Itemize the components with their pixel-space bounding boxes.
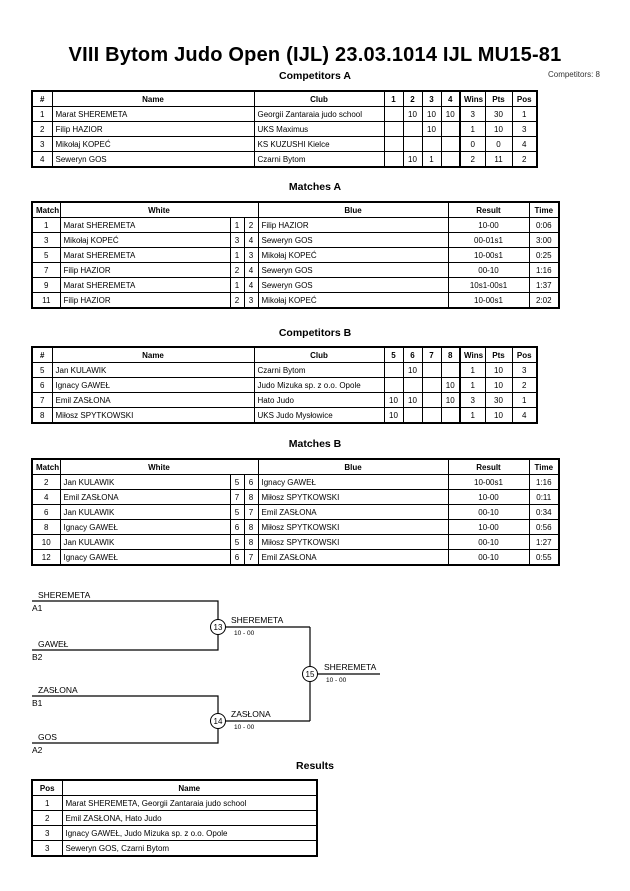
table-cell: 7 — [244, 550, 258, 566]
table-cell: 5 — [32, 248, 60, 263]
sf1-winner-name: SHEREMETA — [231, 615, 284, 625]
table-cell: 00-10 — [448, 505, 529, 520]
table-cell: 1 — [512, 393, 537, 408]
table-cell: Marat SHEREMETA, Georgii Zantaraia judo school — [62, 796, 317, 811]
table-cell: 8 — [32, 408, 52, 424]
table-row — [32, 233, 559, 248]
column-header: Blue — [258, 459, 448, 475]
table-row — [32, 811, 317, 826]
table-cell: Ignacy GAWEŁ, Judo Mizuka sp. z o.o. Opole — [62, 826, 317, 841]
table-cell: Emil ZASŁONA — [52, 393, 254, 408]
table-header-row — [32, 459, 559, 475]
table-cell: 3 — [244, 248, 258, 263]
table-cell: 2 — [512, 152, 537, 168]
table-cell — [422, 393, 441, 408]
results-heading: Results — [296, 760, 334, 772]
table-cell: KS KUZUSHI Kielce — [254, 137, 384, 152]
table-cell: 6 — [230, 550, 244, 566]
table-cell — [422, 137, 441, 152]
table-cell: Filip HAZIOR — [60, 293, 230, 309]
table-row — [32, 475, 559, 490]
page-title: VIII Bytom Judo Open (IJL) 23.03.1014 IJL MU15-81 — [68, 44, 562, 66]
table-cell: Emil ZASŁONA — [258, 550, 448, 566]
table-cell: 1 — [460, 378, 485, 393]
table-header-row — [32, 91, 537, 107]
table-cell: Filip HAZIOR — [60, 263, 230, 278]
table-cell: 1 — [422, 152, 441, 168]
table-cell: 7 — [230, 490, 244, 505]
table-cell: 8 — [244, 535, 258, 550]
table-cell: 2:02 — [529, 293, 559, 309]
table-cell: 3 — [512, 363, 537, 378]
table-row — [32, 363, 537, 378]
table-cell: 1 — [460, 408, 485, 424]
table-cell: 10 — [441, 393, 460, 408]
table-cell: Filip HAZIOR — [258, 218, 448, 233]
table-cell: 0 — [460, 137, 485, 152]
table-cell: 2 — [230, 293, 244, 309]
column-header: Result — [448, 202, 529, 218]
sf2-top-seed: B1 — [32, 698, 43, 708]
table-cell: 3 — [460, 107, 485, 122]
table-cell: 10 — [403, 393, 422, 408]
table-cell: 9 — [32, 278, 60, 293]
table-cell — [403, 122, 422, 137]
table-cell — [422, 408, 441, 424]
table-cell: 6 — [244, 475, 258, 490]
table-cell: Marat SHEREMETA — [52, 107, 254, 122]
table-cell: 1 — [230, 278, 244, 293]
table-row — [32, 826, 317, 841]
column-header: 5 — [384, 347, 403, 363]
table-cell: 2 — [32, 811, 62, 826]
table-cell: 3 — [512, 122, 537, 137]
table-cell: 1:37 — [529, 278, 559, 293]
column-header: White — [60, 459, 258, 475]
table-cell: Seweryn GOS — [258, 263, 448, 278]
table-cell: 5 — [230, 475, 244, 490]
sf2-bracket-line — [32, 696, 218, 743]
table-cell: 10 — [32, 535, 60, 550]
table-row — [32, 796, 317, 811]
table-cell: 10 — [485, 408, 512, 424]
table-cell: Jan KULAWIK — [60, 505, 230, 520]
table-cell: Filip HAZIOR — [52, 122, 254, 137]
table-cell: 10 — [485, 122, 512, 137]
table-cell: 3:00 — [529, 233, 559, 248]
table-cell: 4 — [244, 278, 258, 293]
table-cell: Mikołaj KOPEĆ — [52, 137, 254, 152]
table-cell: Emil ZASŁONA, Hato Judo — [62, 811, 317, 826]
table-cell: 10-00s1 — [448, 475, 529, 490]
table-row — [32, 841, 317, 857]
table-cell: 00-10 — [448, 550, 529, 566]
table-cell: 10-00 — [448, 218, 529, 233]
final-winner-name: SHEREMETA — [324, 662, 377, 672]
table-cell — [422, 378, 441, 393]
table-cell: Seweryn GOS — [52, 152, 254, 168]
table-cell: 0:34 — [529, 505, 559, 520]
table-cell: 5 — [32, 363, 52, 378]
column-header: Name — [62, 780, 317, 796]
table-row — [32, 218, 559, 233]
table-cell: 10 — [441, 107, 460, 122]
table-cell — [441, 122, 460, 137]
table-cell: Mikołaj KOPEĆ — [258, 293, 448, 309]
column-header: Club — [254, 347, 384, 363]
sf1-score: 10 - 00 — [234, 630, 255, 637]
table-cell: 11 — [32, 293, 60, 309]
table-cell: Miłosz SPYTKOWSKI — [258, 535, 448, 550]
table-cell: 6 — [32, 378, 52, 393]
table-cell: 1 — [32, 107, 52, 122]
sf2-top-name: ZASŁONA — [38, 685, 78, 695]
column-header: Name — [52, 347, 254, 363]
table-row — [32, 535, 559, 550]
sf1-bottom-name: GAWEŁ — [38, 639, 69, 649]
table-cell: 0:56 — [529, 520, 559, 535]
sf2-bottom-seed: A2 — [32, 745, 43, 755]
column-header: Result — [448, 459, 529, 475]
table-cell: 1:27 — [529, 535, 559, 550]
column-header: 2 — [403, 91, 422, 107]
table-row — [32, 408, 537, 424]
table-cell: Marat SHEREMETA — [60, 218, 230, 233]
table-row — [32, 248, 559, 263]
table-cell: 0:55 — [529, 550, 559, 566]
column-header: 1 — [384, 91, 403, 107]
matches-a-table — [31, 201, 560, 309]
table-cell: Emil ZASŁONA — [60, 490, 230, 505]
table-cell: Georgii Zantaraia judo school — [254, 107, 384, 122]
table-cell: 1 — [32, 218, 60, 233]
table-cell — [403, 378, 422, 393]
table-cell: UKS Judo Mysłowice — [254, 408, 384, 424]
table-cell: 10 — [422, 107, 441, 122]
table-cell: Seweryn GOS — [258, 278, 448, 293]
competitors-a-table — [31, 90, 538, 168]
table-cell: 1 — [460, 122, 485, 137]
table-row — [32, 520, 559, 535]
table-cell: 0:11 — [529, 490, 559, 505]
table-cell: 10 — [403, 107, 422, 122]
table-cell: Miłosz SPYTKOWSKI — [258, 490, 448, 505]
table-cell: 10-00s1 — [448, 293, 529, 309]
table-cell: 4 — [32, 490, 60, 505]
table-cell: 4 — [244, 263, 258, 278]
results-table — [31, 779, 318, 857]
table-cell: Miłosz SPYTKOWSKI — [258, 520, 448, 535]
table-cell: Ignacy GAWEŁ — [60, 550, 230, 566]
column-header: White — [60, 202, 258, 218]
table-cell: 1 — [230, 248, 244, 263]
table-cell — [403, 137, 422, 152]
table-cell: 10 — [485, 378, 512, 393]
table-cell: 2 — [512, 378, 537, 393]
table-cell: 00-10 — [448, 535, 529, 550]
table-row — [32, 263, 559, 278]
table-row — [32, 107, 537, 122]
table-cell: 3 — [230, 233, 244, 248]
table-cell: 0 — [485, 137, 512, 152]
table-cell: Marat SHEREMETA — [60, 278, 230, 293]
table-cell: Jan KULAWIK — [60, 535, 230, 550]
table-cell: Ignacy GAWEŁ — [60, 520, 230, 535]
table-cell: 3 — [244, 293, 258, 309]
table-cell: 6 — [230, 520, 244, 535]
table-cell: 8 — [244, 490, 258, 505]
column-header: Pos — [512, 347, 537, 363]
table-cell: 4 — [32, 152, 52, 168]
table-row — [32, 152, 537, 168]
sf1-top-seed: A1 — [32, 603, 43, 613]
sf2-match-number: 14 — [213, 717, 223, 726]
table-cell: 6 — [32, 505, 60, 520]
table-cell: 3 — [32, 826, 62, 841]
column-header: 6 — [403, 347, 422, 363]
table-row — [32, 378, 537, 393]
table-cell: Mikołaj KOPEĆ — [258, 248, 448, 263]
matches-b-heading: Matches B — [288, 438, 342, 450]
table-cell: 10 — [403, 363, 422, 378]
table-cell: Seweryn GOS — [258, 233, 448, 248]
column-header: Pts — [485, 347, 512, 363]
table-cell: 10-00s1 — [448, 248, 529, 263]
table-cell: 5 — [230, 505, 244, 520]
table-cell: Marat SHEREMETA — [60, 248, 230, 263]
column-header: 7 — [422, 347, 441, 363]
table-row — [32, 393, 537, 408]
table-cell: Jan KULAWIK — [52, 363, 254, 378]
sf1-bottom-seed: B2 — [32, 652, 43, 662]
table-cell: 10s1-00s1 — [448, 278, 529, 293]
column-header: 8 — [441, 347, 460, 363]
table-cell: 2 — [244, 218, 258, 233]
competitors-b-table — [31, 346, 538, 424]
table-cell — [441, 152, 460, 168]
table-cell — [384, 378, 403, 393]
table-cell: 1 — [230, 218, 244, 233]
table-cell — [441, 408, 460, 424]
column-header: 3 — [422, 91, 441, 107]
table-cell: 10 — [384, 393, 403, 408]
matches-a-heading: Matches A — [288, 181, 342, 193]
competitors-count: Competitors: 8 — [547, 70, 600, 79]
table-cell: 1 — [512, 107, 537, 122]
column-header: Wins — [460, 347, 485, 363]
table-cell: 1 — [460, 363, 485, 378]
table-row — [32, 122, 537, 137]
table-cell — [422, 363, 441, 378]
table-cell — [441, 137, 460, 152]
table-cell: UKS Maximus — [254, 122, 384, 137]
table-cell: 1:16 — [529, 475, 559, 490]
column-header: Wins — [460, 91, 485, 107]
table-cell: 2 — [32, 122, 52, 137]
column-header: Pos — [512, 91, 537, 107]
table-cell — [384, 122, 403, 137]
table-cell: 1:16 — [529, 263, 559, 278]
competitors-a-heading: Competitors A — [279, 70, 351, 82]
table-cell: 00-10 — [448, 263, 529, 278]
table-cell: 7 — [32, 263, 60, 278]
table-row — [32, 505, 559, 520]
competitors-b-heading: Competitors B — [278, 327, 352, 339]
table-cell: Czarni Bytom — [254, 363, 384, 378]
sf2-winner-name: ZASŁONA — [231, 709, 271, 719]
table-cell: 10 — [441, 378, 460, 393]
table-cell: 1 — [32, 796, 62, 811]
table-header-row — [32, 202, 559, 218]
table-row — [32, 550, 559, 566]
column-header: Time — [529, 202, 559, 218]
table-cell: 4 — [512, 408, 537, 424]
table-cell: 3 — [460, 393, 485, 408]
table-cell: 3 — [32, 841, 62, 857]
table-cell — [441, 363, 460, 378]
table-cell: 7 — [244, 505, 258, 520]
table-cell: 00-01s1 — [448, 233, 529, 248]
table-header-row — [32, 780, 317, 796]
column-header: # — [32, 347, 52, 363]
column-header: 4 — [441, 91, 460, 107]
table-cell: 0:25 — [529, 248, 559, 263]
table-cell — [384, 137, 403, 152]
table-cell: 30 — [485, 107, 512, 122]
column-header: Pos — [32, 780, 62, 796]
table-cell — [384, 107, 403, 122]
table-cell: Judo Mizuka sp. z o.o. Opole — [254, 378, 384, 393]
column-header: Name — [52, 91, 254, 107]
matches-b-table — [31, 458, 560, 566]
table-cell: 10-00 — [448, 520, 529, 535]
table-cell: 11 — [485, 152, 512, 168]
table-cell: Hato Judo — [254, 393, 384, 408]
table-row — [32, 278, 559, 293]
final-match-number: 15 — [305, 670, 315, 679]
table-cell: 7 — [32, 393, 52, 408]
column-header: Time — [529, 459, 559, 475]
column-header: Club — [254, 91, 384, 107]
table-cell: Emil ZASŁONA — [258, 505, 448, 520]
table-cell: 2 — [230, 263, 244, 278]
table-cell: 10-00 — [448, 490, 529, 505]
column-header: Pts — [485, 91, 512, 107]
table-cell: Seweryn GOS, Czarni Bytom — [62, 841, 317, 857]
table-cell: Jan KULAWIK — [60, 475, 230, 490]
table-cell: Mikołaj KOPEĆ — [60, 233, 230, 248]
table-header-row — [32, 347, 537, 363]
sf1-match-number: 13 — [213, 623, 223, 632]
table-cell: 10 — [403, 152, 422, 168]
final-score: 10 - 00 — [326, 677, 347, 684]
table-row — [32, 137, 537, 152]
table-cell: 0:06 — [529, 218, 559, 233]
table-row — [32, 490, 559, 505]
sf1-top-name: SHEREMETA — [38, 590, 91, 600]
sf2-score: 10 - 00 — [234, 724, 255, 731]
table-cell: 10 — [485, 363, 512, 378]
table-cell: 12 — [32, 550, 60, 566]
table-cell: 10 — [384, 408, 403, 424]
column-header: Match — [32, 202, 60, 218]
table-cell: 2 — [32, 475, 60, 490]
table-cell: 5 — [230, 535, 244, 550]
table-cell: 3 — [32, 233, 60, 248]
table-cell — [384, 152, 403, 168]
table-cell — [403, 408, 422, 424]
column-header: Blue — [258, 202, 448, 218]
table-cell — [384, 363, 403, 378]
table-cell: 8 — [32, 520, 60, 535]
final-bracket — [0, 580, 630, 760]
table-cell: Ignacy GAWEŁ — [52, 378, 254, 393]
table-cell: Ignacy GAWEŁ — [258, 475, 448, 490]
table-cell: 4 — [244, 233, 258, 248]
column-header: # — [32, 91, 52, 107]
table-cell: 3 — [32, 137, 52, 152]
table-cell: 10 — [422, 122, 441, 137]
table-cell: Czarni Bytom — [254, 152, 384, 168]
sf2-bottom-name: GOS — [38, 732, 57, 742]
table-cell: 4 — [512, 137, 537, 152]
column-header: Match — [32, 459, 60, 475]
table-cell: 30 — [485, 393, 512, 408]
table-cell: 8 — [244, 520, 258, 535]
table-cell: 2 — [460, 152, 485, 168]
table-row — [32, 293, 559, 309]
table-cell: Miłosz SPYTKOWSKI — [52, 408, 254, 424]
